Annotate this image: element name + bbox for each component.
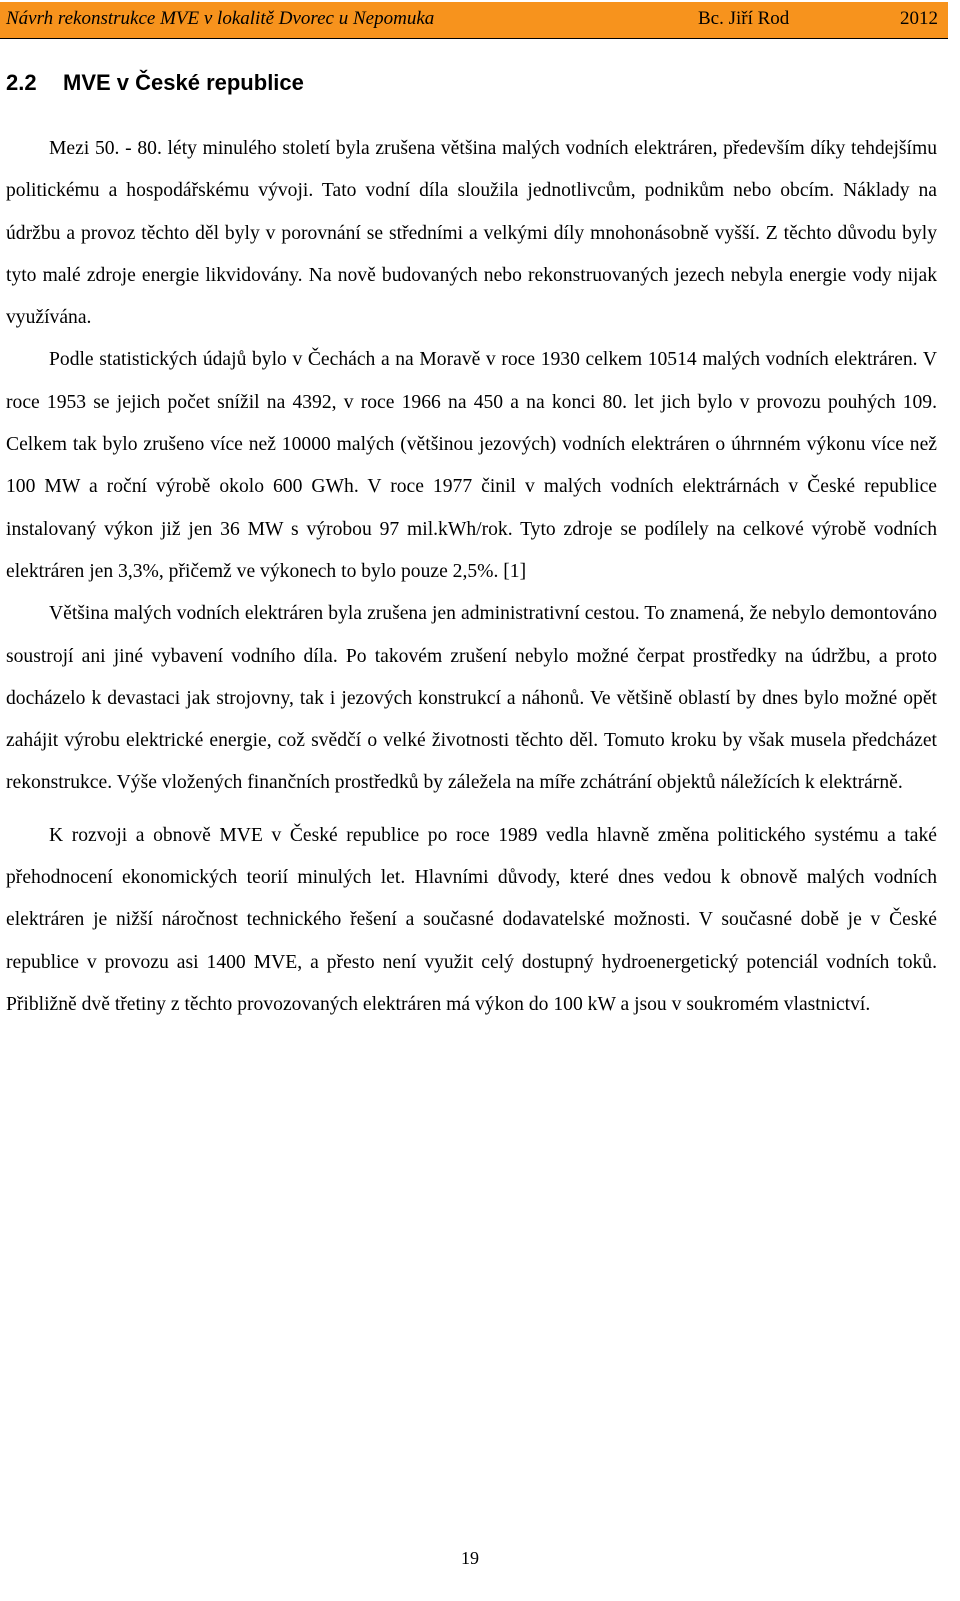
header-year: 2012 (900, 8, 938, 29)
section-number: 2.2 (6, 70, 37, 95)
paragraph: K rozvoji a obnově MVE v České republice po roce 1989 vedla hlavně změna politického systému a také přehodnocení ekonomických teorií minulých let. Hlavními důvody, které dnes vedou k obnově malých vodních elektráren je nižší náročnost technického řešení a současné dodavatelské možnosti. V současné době je v České republice v provozu asi 1400 MVE, a přesto není využit celý dostupný hydroenergetický potenciál vodních toků. Přibližně dvě třetiny z těchto provozovaných elektráren má výkon do 100 kW a jsou v soukromém vlastnictví. (6, 824, 937, 1015)
section-title: MVE v České republice (63, 70, 304, 95)
paragraph: Mezi 50. - 80. léty minulého století byla zrušena většina malých vodních elektráren, především díky tehdejšímu politickému a hospodářskému vývoji. Tato vodní díla sloužila jednotlivcům, podnikům nebo obcím. Náklady na údržbu a provoz těchto děl byly v porovnání se středními a velkými díly mnohonásobně vyšší. Z těchto důvodu byly tyto malé zdroje energie likvidovány. Na nově budovaných nebo rekonstruovaných jezech nebyla energie vody nijak využívána. (6, 138, 937, 329)
paragraph: Většina malých vodních elektráren byla zrušena jen administrativní cestou. To znamená, že nebylo demontováno soustrojí ani jiné vybavení vodního díla. Po takovém zrušení nebylo možné čerpat prostředky na údržbu, a proto docházelo k devastaci jak strojovny, tak i jezových konstrukcí a náhonů. Ve většině oblastí by dnes bylo možné opět zahájit výrobu elektrické energie, což svědčí o velké životnosti těchto děl. Tomuto kroku by však musela předcházet rekonstrukce. Výše vložených finančních prostředků by záležela na míře zchátrání objektů náležících k elektrárně. (6, 603, 937, 794)
page-number: 19 (461, 1548, 479, 1568)
body-text (6, 128, 937, 1026)
header-author: Bc. Jiří Rod (698, 8, 790, 29)
section-heading (6, 70, 304, 96)
paragraph: Podle statistických údajů bylo v Čechách a na Moravě v roce 1930 celkem 10514 malých vodních elektráren. V roce 1953 se jejich počet snížil na 4392, v roce 1966 na 450 a na konci 80. let jich bylo v provozu pouhých 109. Celkem tak bylo zrušeno více než 10000 malých (většinou jezových) vodních elektráren o úhrnném výkonu více než 100 MW a roční výrobě okolo 600 GWh. V roce 1977 činil v malých vodních elektrárnách v České republice instalovaný výkon již jen 36 MW s výrobou 97 mil.kWh/rok. Tyto zdroje se podílely na celkové výrobě vodních elektráren jen 3,3%, přičemž ve výkonech to bylo pouze 2,5%. [1] (6, 349, 937, 582)
header-title: Návrh rekonstrukce MVE v lokalitě Dvorec u Nepomuka (6, 8, 435, 29)
page-header (0, 2, 948, 39)
